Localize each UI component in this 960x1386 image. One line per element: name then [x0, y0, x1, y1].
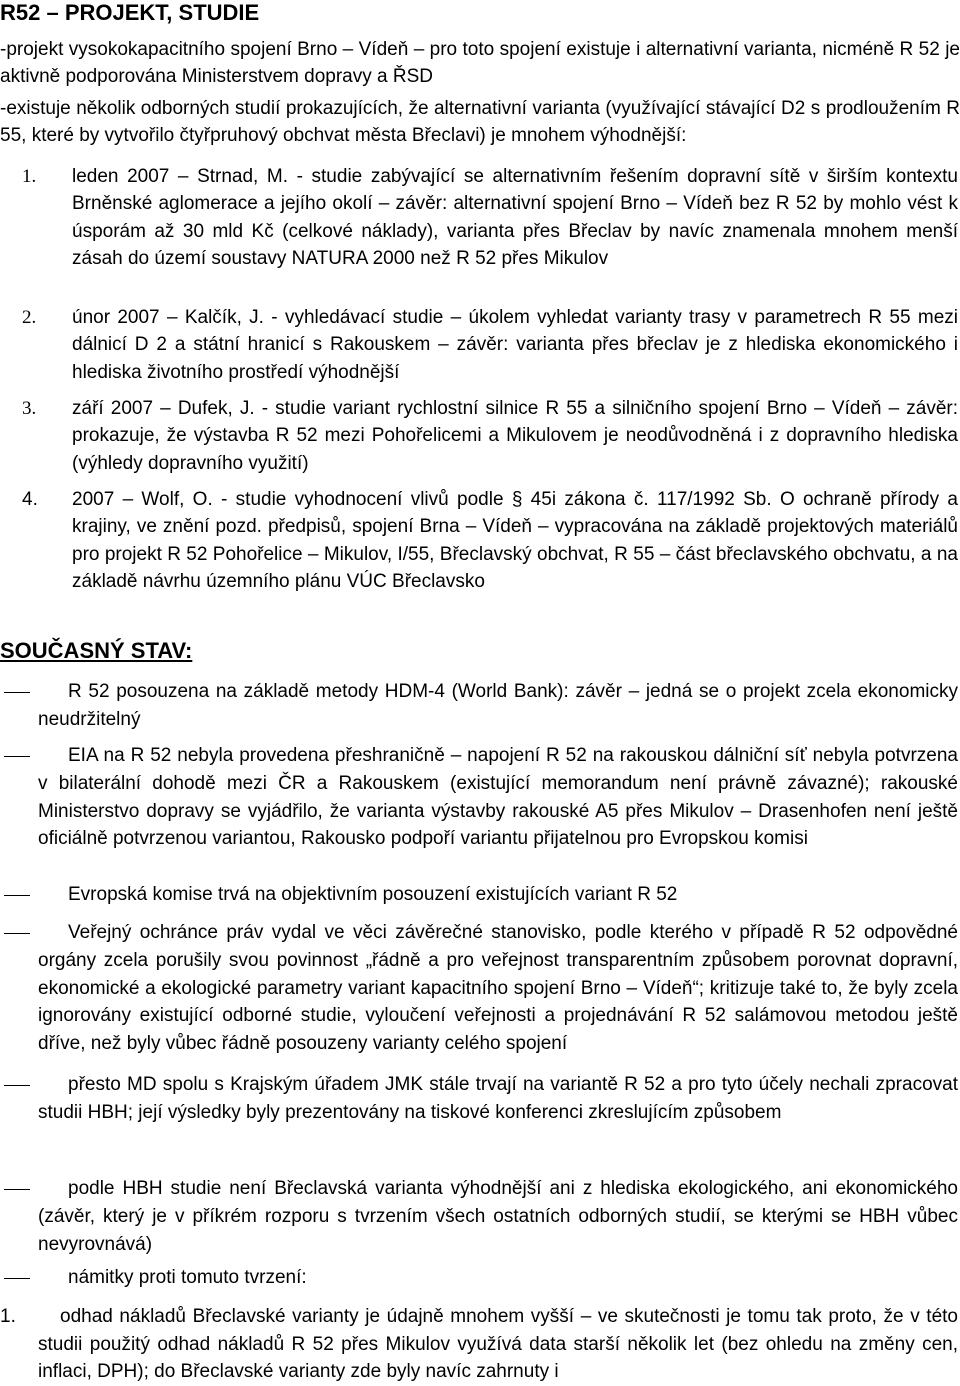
- objection-item: odhad nákladů Břeclavské varianty je údajně mnohem vyšší – ve skutečnosti je tomu tak proto, že v této studii použitý odhad nákladů R 52 přes Mikulov využívá data starší několik let (bez ohledu na změny cen, inflaci, DPH); do Břeclavské varianty zde byly navíc zahrnuty i: [38, 1306, 958, 1383]
- study-item: únor 2007 – Kalčík, J. - vyhledávací studie – úkolem vyhledat varianty trasy v parametrech R 55 mezi dálnicí D 2 a státní hranicí s Rakouskem – závěr: varianta přes břeclav je z hlediska ekonomického i hlediska životního prostředí výhodnější: [72, 307, 958, 383]
- status-item: podle HBH studie není Břeclavská varianta výhodnější ani z hlediska ekologického, ani ekonomického (závěr, který je v příkrém rozporu s tvrzením všech ostatních odborných studií, se kterými se HBH vůbec nevyrovnává): [38, 1178, 958, 1255]
- study-number: 1.: [22, 166, 37, 187]
- study-number: 3.: [22, 398, 37, 419]
- section-heading: SOUČASNÝ STAV:: [0, 638, 193, 663]
- objection-number: 1.: [0, 1306, 16, 1327]
- dash-bullet: [4, 1278, 30, 1279]
- status-item: EIA na R 52 nebyla provedena přeshraničně – napojení R 52 na rakouskou dálniční síť nebyla potvrzena v bilaterální dohodě mezi ČR a Rakouskem (existující memorandum není právně závazné); rakouské Ministerstvo dopravy se vyjádřilo, že varianta výstavby rakouské A5 přes Mikulov – Drasenhofen není ještě oficiálně potvrzenou variantou, Rakousko podpoří variantu přijatelnou pro Evropskou komisi: [38, 745, 958, 850]
- status-item: námitky proti tomuto tvrzení:: [68, 1267, 307, 1288]
- dash-bullet: [4, 933, 30, 934]
- dash-bullet: [4, 692, 30, 693]
- page-title: R52 – PROJEKT, STUDIE: [0, 0, 260, 25]
- dash-bullet: [4, 1189, 30, 1190]
- dash-bullet: [4, 895, 30, 896]
- status-item: přesto MD spolu s Krajským úřadem JMK stále trvají na variantě R 52 a pro tyto účely nechali zpracovat studii HBH; její výsledky byly prezentovány na tiskové konferenci zkreslujícím způsobem: [38, 1074, 958, 1123]
- dash-bullet: [4, 756, 30, 757]
- study-item: leden 2007 – Strnad, M. - studie zabývající se alternativním řešením dopravní sítě v širším kontextu Brněnské aglomerace a jejího okolí – závěr: alternativní spojení Brno – Vídeň bez R 52 by mohlo vést k úsporám až 30 mld Kč (celkové náklady), varianta přes Břeclav by navíc znamenala mnohem menší zásah do území soustavy NATURA 2000 než R 52 přes Mikulov: [72, 166, 958, 269]
- study-number: 4.: [22, 489, 38, 510]
- status-item: Evropská komise trvá na objektivním posouzení existujících variant R 52: [68, 884, 678, 905]
- study-item: září 2007 – Dufek, J. - studie variant rychlostní silnice R 55 a silničního spojení Brno – Vídeň – závěr: prokazuje, že výstavba R 52 mezi Pohořelicemi a Mikulovem je neodůvodněná i z dopravního hlediska (výhledy dopravního využití): [72, 398, 958, 474]
- dash-bullet: [4, 1085, 30, 1086]
- study-item: 2007 – Wolf, O. - studie vyhodnocení vlivů podle § 45i zákona č. 117/1992 Sb. O ochraně přírody a krajiny, ve znění pozd. předpisů, spojení Brna – Vídeň – vypracována na základě projektových materiálů pro projekt R 52 Pohořelice – Mikulov, I/55, Břeclavský obchvat, R 55 – část břeclavského obchvatu, a na základě návrhu územního plánu VÚC Břeclavsko: [72, 489, 958, 592]
- intro-paragraph-2: -existuje několik odborných studií prokazujících, že alternativní varianta (využívající stávající D2 s prodloužením R 55, které by vytvořilo čtyřpruhový obchvat města Břeclavi) je mnohem výhodnější:: [0, 98, 960, 146]
- status-item: R 52 posouzena na základě metody HDM-4 (World Bank): závěr – jedná se o projekt zcela ekonomicky neudržitelný: [38, 681, 958, 730]
- status-item: Veřejný ochránce práv vydal ve věci závěrečné stanovisko, podle kterého v případě R 52 odpovědné orgány zcela porušily svou povinnost „řádně a pro veřejnost transparentním způsobem porovnat dopravní, ekonomické a ekologické parametry variant kapacitního spojení Brno – Vídeň“; kritizuje také to, že byly zcela ignorovány existující odborné studie, vyloučení veřejnosti a projednávání R 52 salámovou metodou ještě dříve, než byly vůbec řádně posouzeny varianty celého spojení: [38, 922, 958, 1055]
- study-number: 2.: [22, 307, 37, 328]
- intro-paragraph-1: -projekt vysokokapacitního spojení Brno – Vídeň – pro toto spojení existuje i alternativní varianta, nicméně R 52 je aktivně podporována Ministerstvem dopravy a ŘSD: [0, 39, 960, 87]
